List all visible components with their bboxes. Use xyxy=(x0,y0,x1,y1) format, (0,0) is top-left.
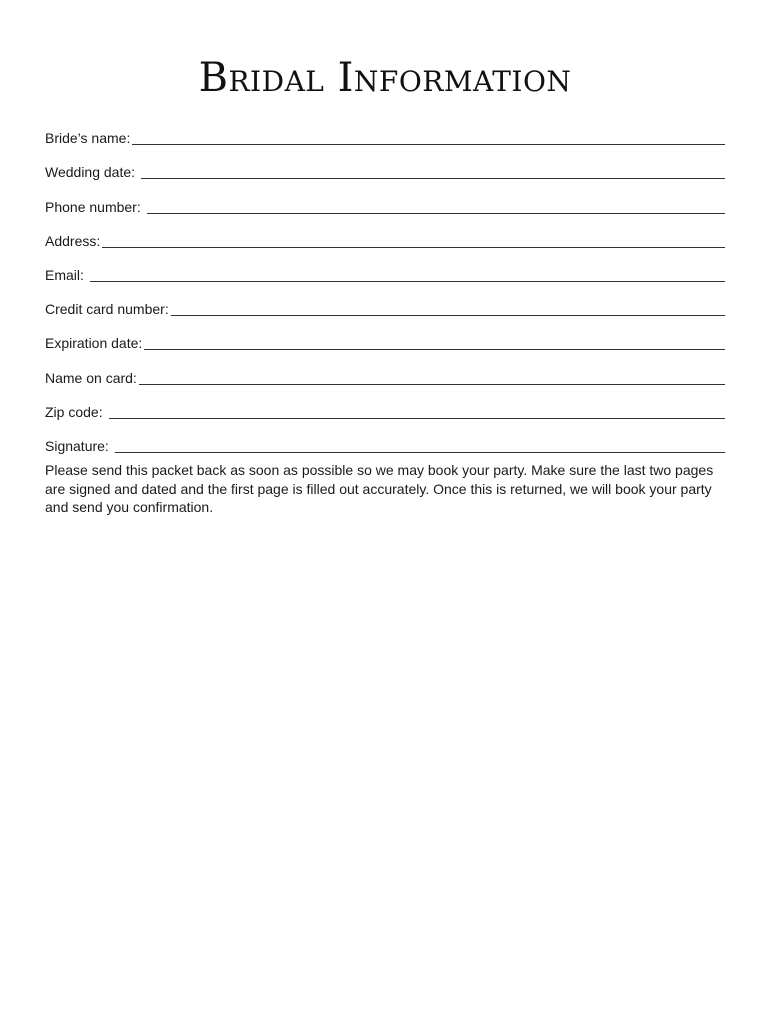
wedding-date-line[interactable] xyxy=(141,178,725,179)
page-title: Bridal Information xyxy=(198,55,572,101)
field-expiration-date xyxy=(45,322,725,356)
field-brides-name xyxy=(45,117,725,151)
field-wedding-date xyxy=(45,151,725,185)
field-phone-number xyxy=(45,185,725,219)
form-fields xyxy=(45,117,725,459)
field-label: Address: xyxy=(45,232,101,249)
field-credit-card-number xyxy=(45,288,725,322)
address-line[interactable] xyxy=(102,247,725,248)
field-label: Zip code: xyxy=(45,403,103,420)
email-line[interactable] xyxy=(90,281,725,282)
field-email xyxy=(45,254,725,288)
field-label: Email: xyxy=(45,266,84,283)
field-label: Phone number: xyxy=(45,198,141,215)
field-label: Credit card number: xyxy=(45,301,169,318)
field-label: Wedding date: xyxy=(45,164,136,181)
field-label: Bride’s name: xyxy=(45,130,131,147)
name-on-card-line[interactable] xyxy=(139,384,725,385)
brides-name-line[interactable] xyxy=(132,144,725,145)
field-address xyxy=(45,220,725,254)
zip-code-line[interactable] xyxy=(109,418,725,419)
field-signature xyxy=(45,425,725,459)
field-label: Signature: xyxy=(45,437,109,454)
credit-card-number-line[interactable] xyxy=(171,315,725,316)
expiration-date-line[interactable] xyxy=(144,349,725,350)
field-label: Expiration date: xyxy=(45,335,143,352)
field-label: Name on card: xyxy=(45,369,137,386)
instructions-paragraph: Please send this packet back as soon as possible so we may book your party. Make sure the last two pages are signed and dated and the first page is filled out accurately. Once this is returned, we will book your party and send you confirmation. xyxy=(45,462,714,515)
field-name-on-card xyxy=(45,356,725,390)
signature-line[interactable] xyxy=(115,452,725,453)
phone-number-line[interactable] xyxy=(147,213,725,214)
field-zip-code xyxy=(45,391,725,425)
